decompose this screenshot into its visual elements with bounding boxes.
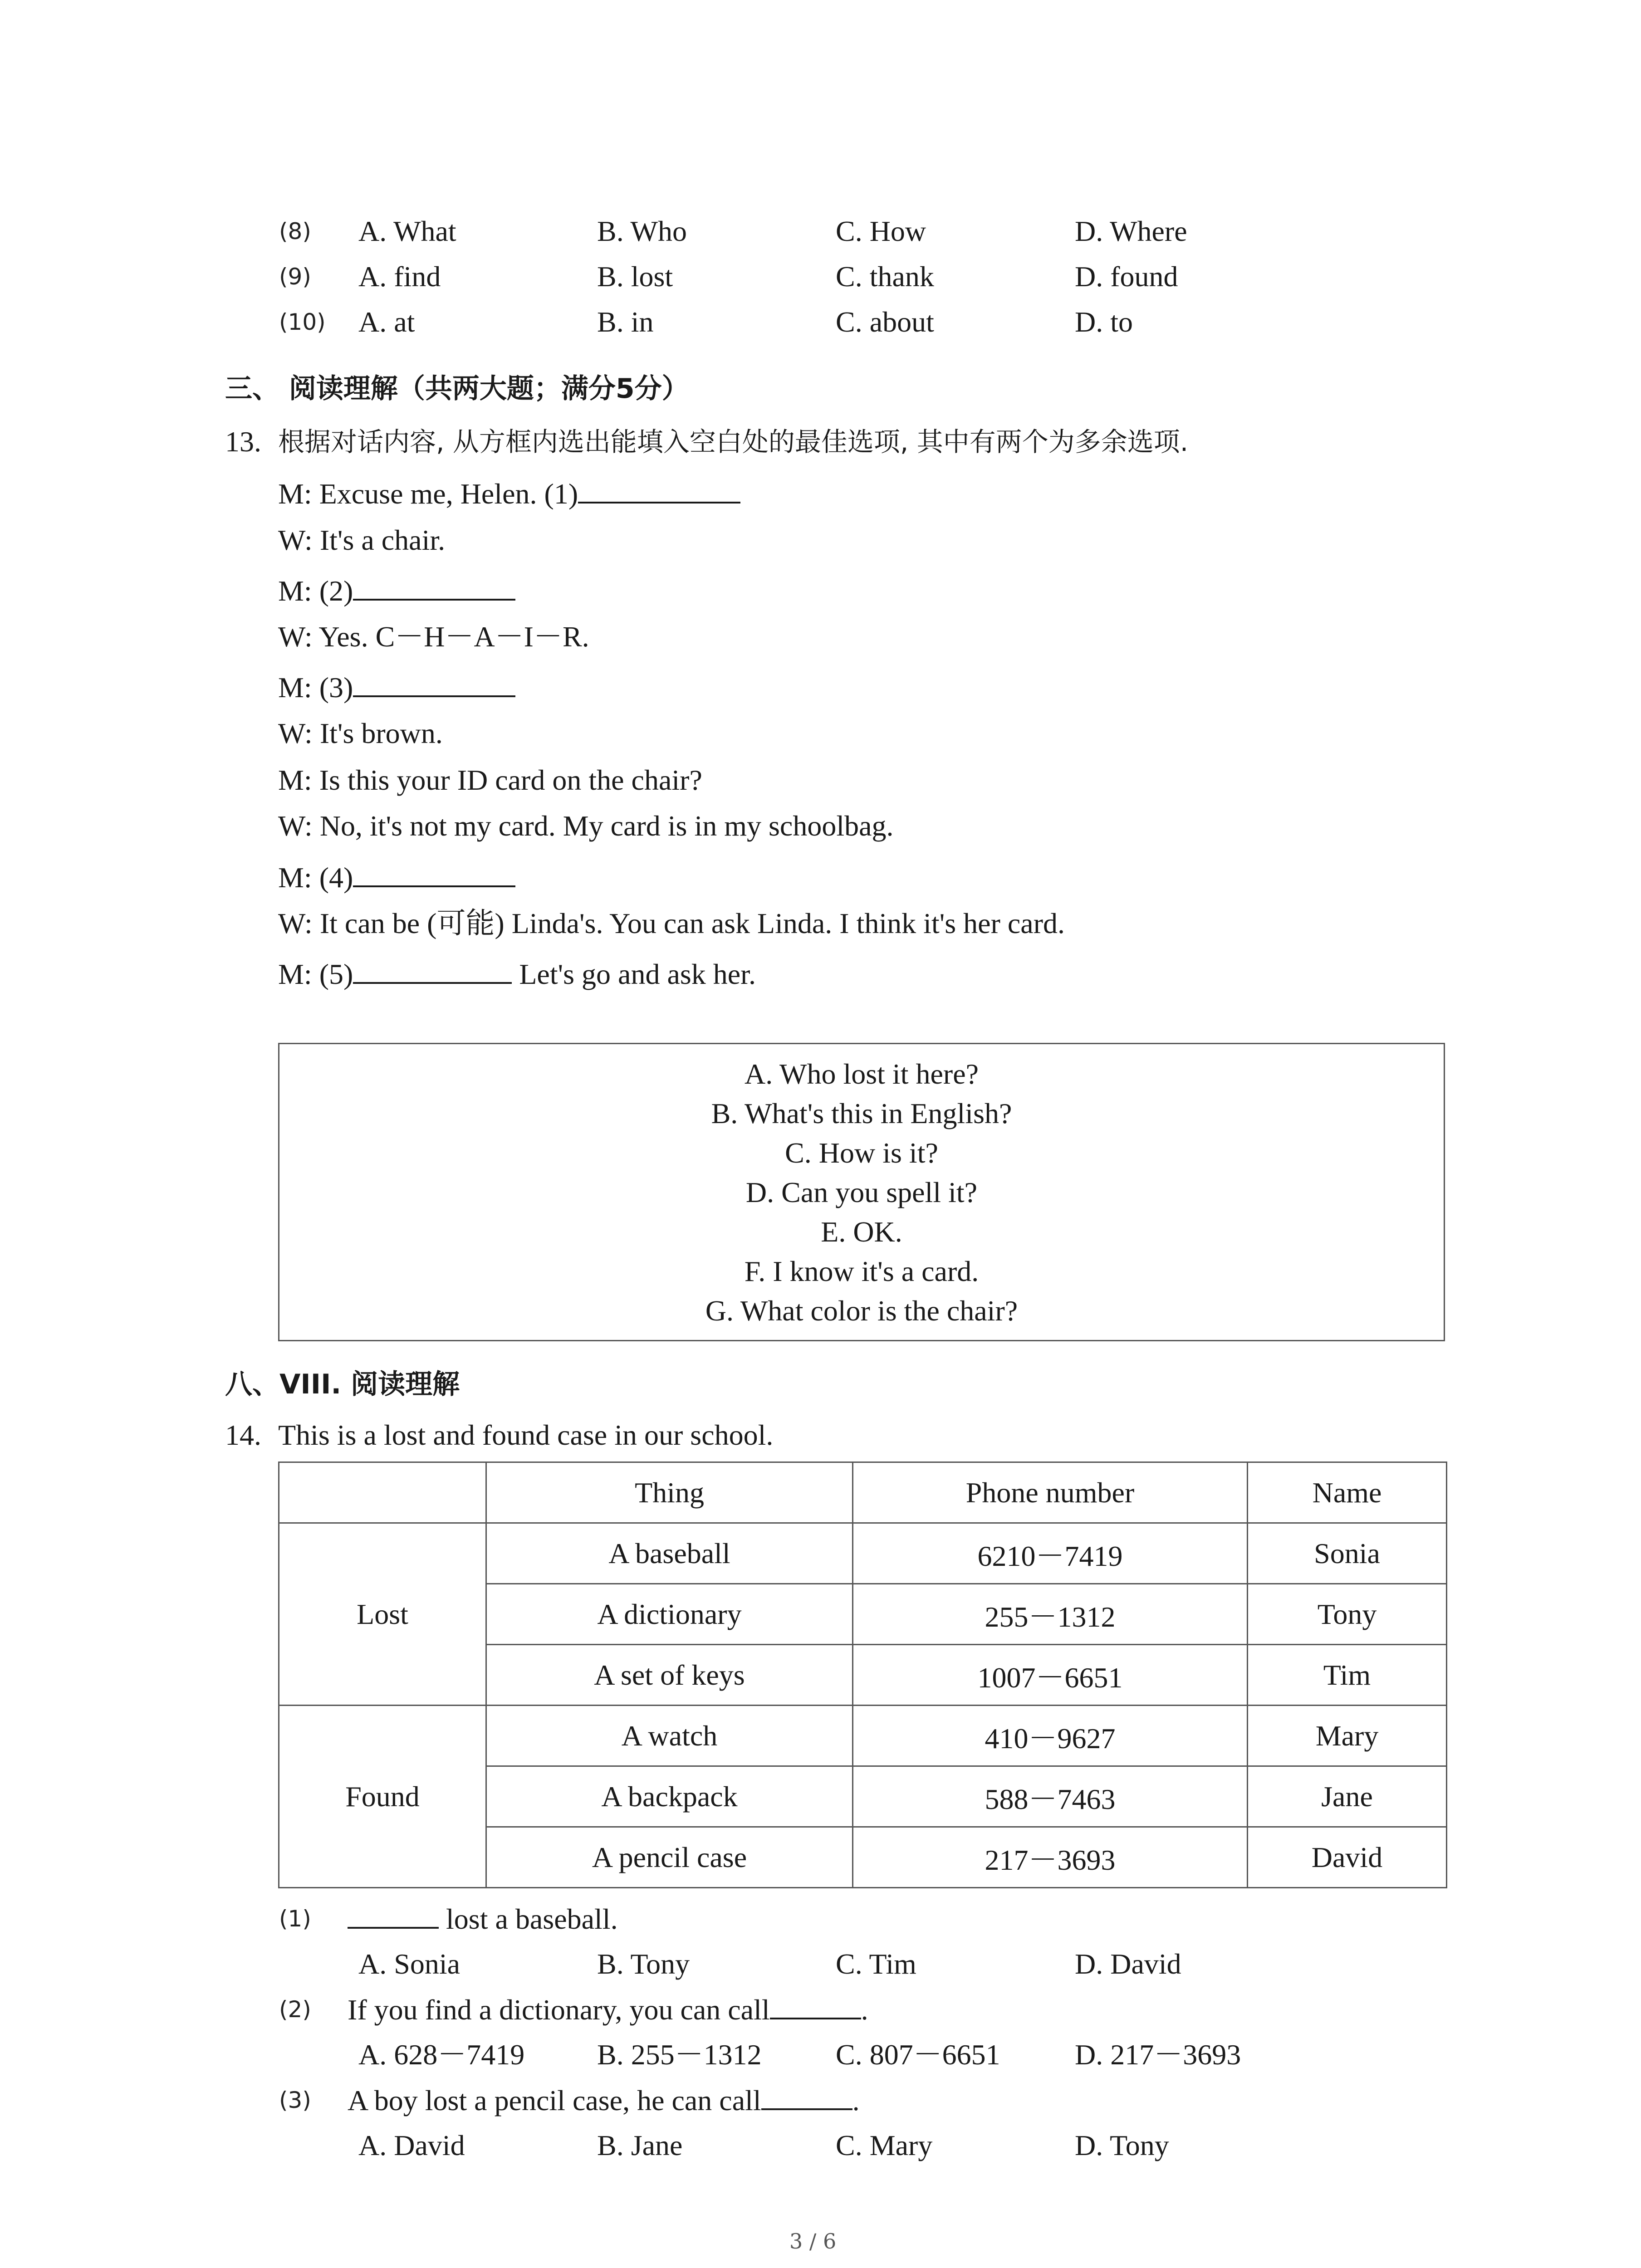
answer-blank (761, 2082, 852, 2110)
option-b: B. Tony (597, 1948, 690, 1980)
subquestion-stem: If you find a dictionary, you can call . (348, 1991, 868, 2028)
table-cell: Tim (1248, 1645, 1447, 1706)
option-a: A. What (358, 215, 456, 247)
table-cell: 410－9627 (853, 1706, 1248, 1766)
question-number: 14. (225, 1419, 261, 1451)
dialogue-line: M: (4) (278, 859, 515, 896)
table-cell: 1007－6651 (853, 1645, 1248, 1706)
question-number: (8) (279, 218, 311, 244)
options-box (278, 1043, 1445, 1341)
option-item: D. Can you spell it? (745, 1176, 978, 1208)
table-cell: 217－3693 (853, 1827, 1248, 1888)
option-c: C. How (836, 215, 926, 247)
option-c: C. Tim (836, 1948, 916, 1980)
dialogue-line: W: It's a chair. (278, 524, 446, 556)
option-b: B. in (597, 306, 654, 338)
answer-blank (353, 859, 515, 887)
option-c: C. thank (836, 260, 934, 293)
table-cell: Sonia (1248, 1523, 1447, 1584)
question-instruction: 根据对话内容, 从方框内选出能填入空白处的最佳选项, 其中有两个为多余选项. (278, 426, 1189, 457)
option-d: D. found (1075, 260, 1178, 293)
option-a: A. at (358, 306, 415, 338)
option-a: A. Sonia (358, 1948, 460, 1980)
table-row (279, 1523, 1447, 1584)
option-item: F. I know it's a card. (744, 1255, 979, 1287)
table-cell: A backpack (486, 1766, 853, 1827)
table-cell: 588－7463 (853, 1766, 1248, 1827)
group-label-found: Found (279, 1706, 486, 1888)
dialogue-line: W: It can be (可能) Linda's. You can ask Linda. I think it's her card. (278, 907, 1065, 939)
table-cell: A dictionary (486, 1584, 853, 1645)
question-number: (10) (279, 309, 326, 335)
table-header-row (279, 1462, 1447, 1523)
table-cell: David (1248, 1827, 1447, 1888)
subquestion-number: (2) (279, 1996, 311, 2023)
option-a: A. find (358, 260, 441, 293)
lost-found-table (278, 1461, 1447, 1888)
subquestion-number: (3) (279, 2087, 311, 2113)
dialogue-line: M: (3) (278, 669, 515, 706)
option-a: A. David (358, 2129, 465, 2161)
question-number: (9) (279, 264, 311, 290)
dialogue-line: M: (2) (278, 572, 515, 609)
answer-blank (353, 956, 512, 984)
table-cell: A baseball (486, 1523, 853, 1584)
table-row (279, 1706, 1447, 1766)
option-item: G. What color is the chair? (705, 1295, 1018, 1327)
dialogue-line: W: No, it's not my card. My card is in my schoolbag. (278, 810, 894, 842)
table-cell: 6210－7419 (853, 1523, 1248, 1584)
option-a: A. 628－7419 (358, 2038, 525, 2071)
dialogue-line: W: Yes. C－H－A－I－R. (278, 621, 589, 653)
group-label-lost: Lost (279, 1523, 486, 1706)
table-cell: Mary (1248, 1706, 1447, 1766)
section-heading: 三、 阅读理解（共两大题；满分5分） (225, 373, 689, 405)
table-cell: Tony (1248, 1584, 1447, 1645)
subquestion-number: (1) (279, 1906, 311, 1932)
answer-blank (353, 669, 515, 697)
subquestion-stem: lost a baseball. (348, 1901, 618, 1937)
table-header-cell (279, 1462, 486, 1523)
question-number: 13. (225, 425, 261, 458)
table-cell: A watch (486, 1706, 853, 1766)
question-intro: This is a lost and found case in our school. (278, 1419, 774, 1451)
answer-blank (348, 1901, 439, 1929)
option-item: A. Who lost it here? (744, 1058, 979, 1090)
option-d: D. Where (1075, 215, 1187, 247)
answer-blank (353, 572, 515, 601)
option-d: D. Tony (1075, 2129, 1169, 2161)
option-b: B. lost (597, 260, 673, 293)
option-d: D. 217－3693 (1075, 2038, 1241, 2071)
option-d: D. to (1075, 306, 1133, 338)
dialogue-line: M: Excuse me, Helen. (1) (278, 475, 740, 512)
answer-blank (578, 475, 740, 503)
option-b: B. Jane (597, 2129, 683, 2161)
table-cell: Jane (1248, 1766, 1447, 1827)
table-cell: A set of keys (486, 1645, 853, 1706)
option-b: B. 255－1312 (597, 2038, 762, 2071)
dialogue-line: W: It's brown. (278, 717, 443, 749)
answer-blank (770, 1991, 861, 2019)
table-header-cell: Thing (486, 1462, 853, 1523)
option-b: B. Who (597, 215, 687, 247)
table-header-cell: Phone number (853, 1462, 1248, 1523)
option-d: D. David (1075, 1948, 1181, 1980)
dialogue-line: M: (5) Let's go and ask her. (278, 956, 756, 992)
page-number: 3 / 6 (789, 2229, 837, 2253)
table-cell: A pencil case (486, 1827, 853, 1888)
subquestion-stem: A boy lost a pencil case, he can call . (348, 2082, 860, 2119)
option-item: B. What's this in English? (711, 1097, 1012, 1129)
option-c: C. about (836, 306, 934, 338)
option-c: C. 807－6651 (836, 2038, 1000, 2071)
option-item: E. OK. (821, 1216, 902, 1248)
option-c: C. Mary (836, 2129, 933, 2161)
dialogue-line: M: Is this your ID card on the chair? (278, 764, 702, 796)
option-item: C. How is it? (785, 1137, 938, 1169)
table-cell: 255－1312 (853, 1584, 1248, 1645)
section-heading: 八、VIII. 阅读理解 (225, 1369, 460, 1400)
table-header-cell: Name (1248, 1462, 1447, 1523)
